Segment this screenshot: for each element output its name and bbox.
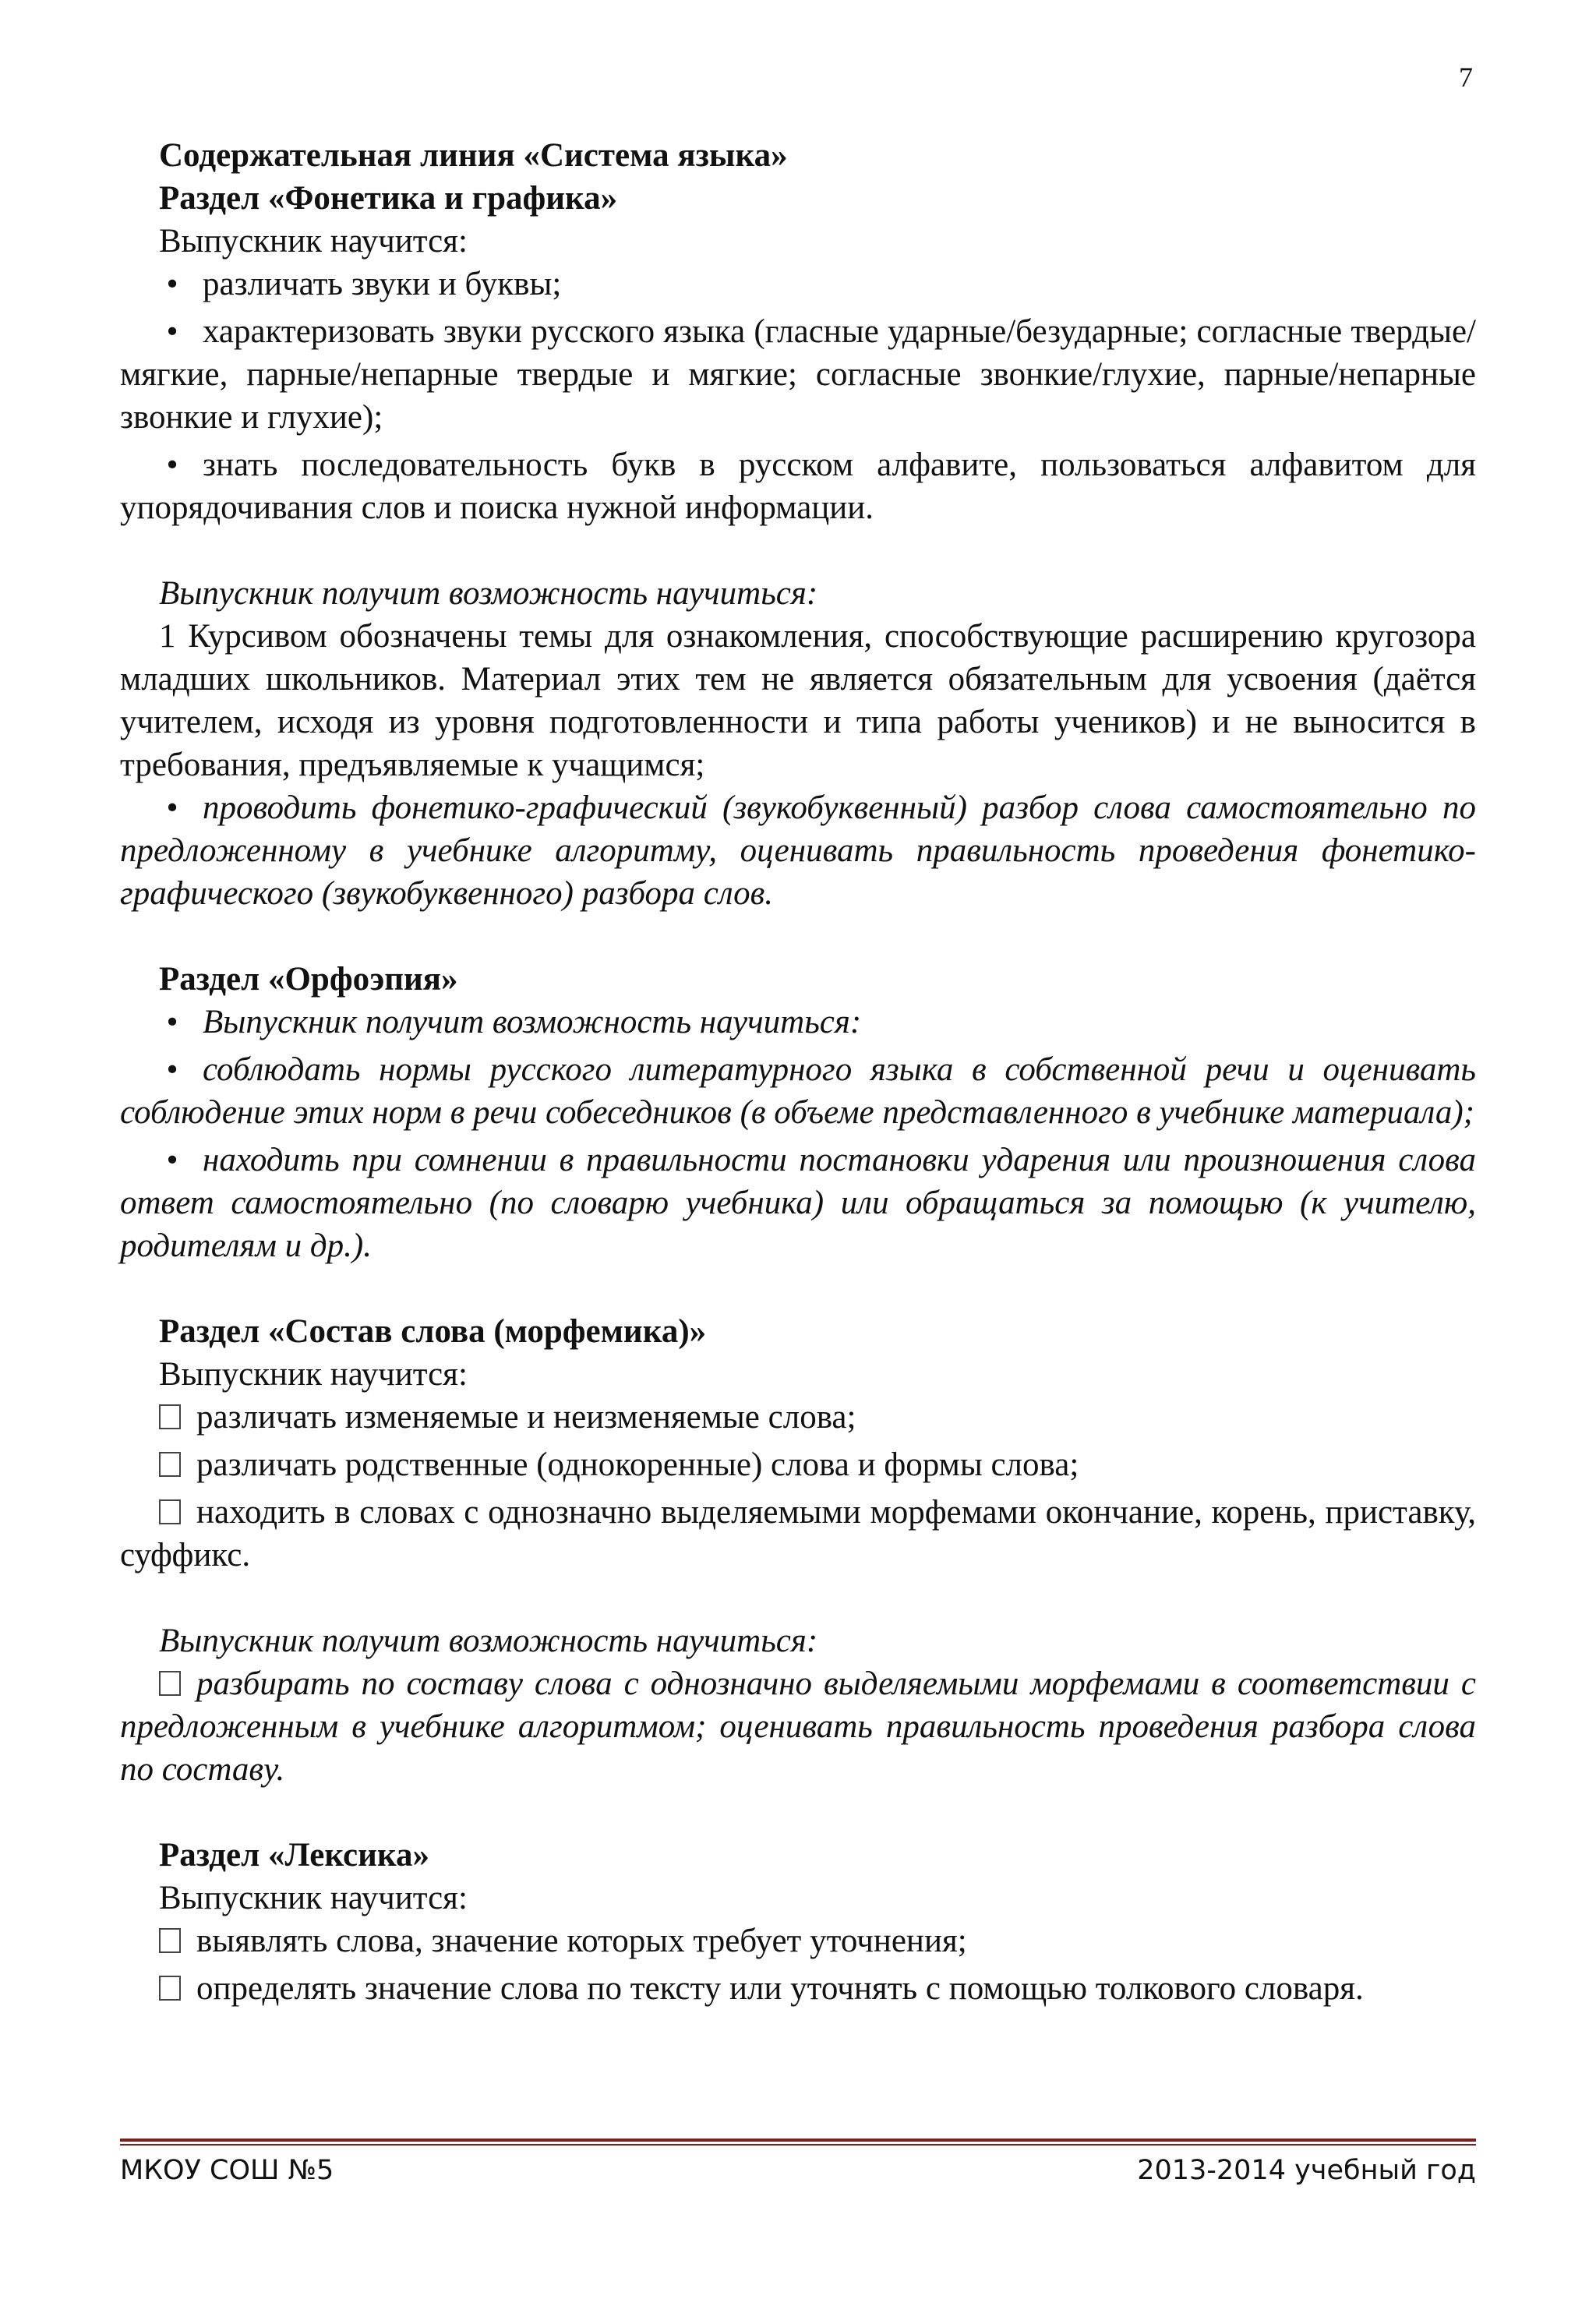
- opportunity-label: Выпускник получит возможность научиться:: [159, 1623, 818, 1659]
- footnote: 1 Курсивом обозначены темы для ознакомления, способствующие расширению кругозора младших школьников. Материал этих тем не является обязательным для усвоения (даётся учителем, исходя из уровня подготовленности и типа работы учеников) и не выносится в требования, предъявляемые к учащимся;: [120, 618, 1476, 783]
- opportunity-label: Выпускник получит возможность научиться:: [159, 575, 818, 612]
- list-item: находить в словах с однозначно выделяемыми морфемами окончание, корень, приставку, суффикс.: [120, 1494, 1476, 1573]
- list-item: • Выпускник получит возможность научиться:: [120, 1001, 1476, 1044]
- checkbox-icon: [159, 1976, 181, 2001]
- footer-year: 2013-2014 учебный год: [1137, 2155, 1476, 2186]
- checkbox-icon: [159, 1452, 181, 1477]
- bullet-icon: •: [166, 313, 178, 350]
- list-item: определять значение слова по тексту или уточнять с помощью толкового словаря.: [120, 1967, 1476, 2010]
- list-item: • проводить фонетико-графический (звукобуквенный) разбор слова самостоятельно по предложенному в учебнике алгоритму, оценивать правильность проведения фонетико-графического (звукобуквенного) разбора слов.: [120, 786, 1476, 915]
- list-item: • соблюдать нормы русского литературного языка в собственной речи и оценивать соблюдение этих норм в речи собеседников (в объеме представленного в учебнике материала);: [120, 1048, 1476, 1134]
- bullet-icon: •: [166, 1004, 178, 1040]
- list-item: • характеризовать звуки русского языка (гласные ударные/безударные; согласные твердые/мягкие, парные/непарные твердые и мягкие; согласные звонкие/глухие, парные/непарные звонкие и глухие);: [120, 310, 1476, 439]
- list-item: разбирать по составу слова с однозначно выделяемыми морфемами в соответствии с предложенным в учебнике алгоритмом; оценивать правильность проведения разбора слова по составу.: [120, 1665, 1476, 1788]
- bullet-icon: •: [166, 266, 178, 302]
- learns-label: Выпускник научится:: [159, 223, 468, 260]
- list-item: • различать звуки и буквы;: [120, 263, 1476, 306]
- list-item: • знать последовательность букв в русском алфавите, пользоваться алфавитом для упорядочивания слов и поиска нужной информации.: [120, 443, 1476, 529]
- bullet-icon: •: [166, 447, 178, 483]
- page-number: 7: [1459, 62, 1473, 93]
- list-item: выявлять слова, значение которых требует уточнения;: [120, 1920, 1476, 1962]
- bullet-icon: •: [166, 1142, 178, 1178]
- checkbox-icon: [159, 1671, 181, 1696]
- footer-school: МКОУ СОШ №5: [120, 2155, 334, 2186]
- list-item: различать родственные (однокоренные) слова и формы слова;: [120, 1443, 1476, 1486]
- learns-label: Выпускник научится:: [159, 1356, 468, 1393]
- section-title-lexicon: Раздел «Лексика»: [159, 1837, 430, 1874]
- document-body: [120, 134, 1476, 2010]
- footer-divider: [120, 2139, 1476, 2146]
- bullet-icon: •: [166, 789, 178, 826]
- list-item: • находить при сомнении в правильности постановки ударения или произношения слова ответ самостоятельно (по словарю учебника) или обращаться за помощью (к учителю, родителям и др.).: [120, 1139, 1476, 1267]
- checkbox-icon: [159, 1404, 181, 1429]
- list-item: различать изменяемые и неизменяемые слова;: [120, 1396, 1476, 1439]
- checkbox-icon: [159, 1928, 181, 1953]
- learns-label: Выпускник научится:: [159, 1880, 468, 1916]
- section-title-morphemics: Раздел «Состав слова (морфемика)»: [159, 1313, 707, 1350]
- content-line-title: Содержательная линия «Система языка»: [159, 137, 788, 174]
- bullet-icon: •: [166, 1051, 178, 1088]
- section-title-orthoepy: Раздел «Орфоэпия»: [159, 961, 458, 998]
- checkbox-icon: [159, 1499, 181, 1524]
- section-title-phonetics: Раздел «Фонетика и графика»: [159, 180, 618, 217]
- page-footer: [120, 2155, 1476, 2186]
